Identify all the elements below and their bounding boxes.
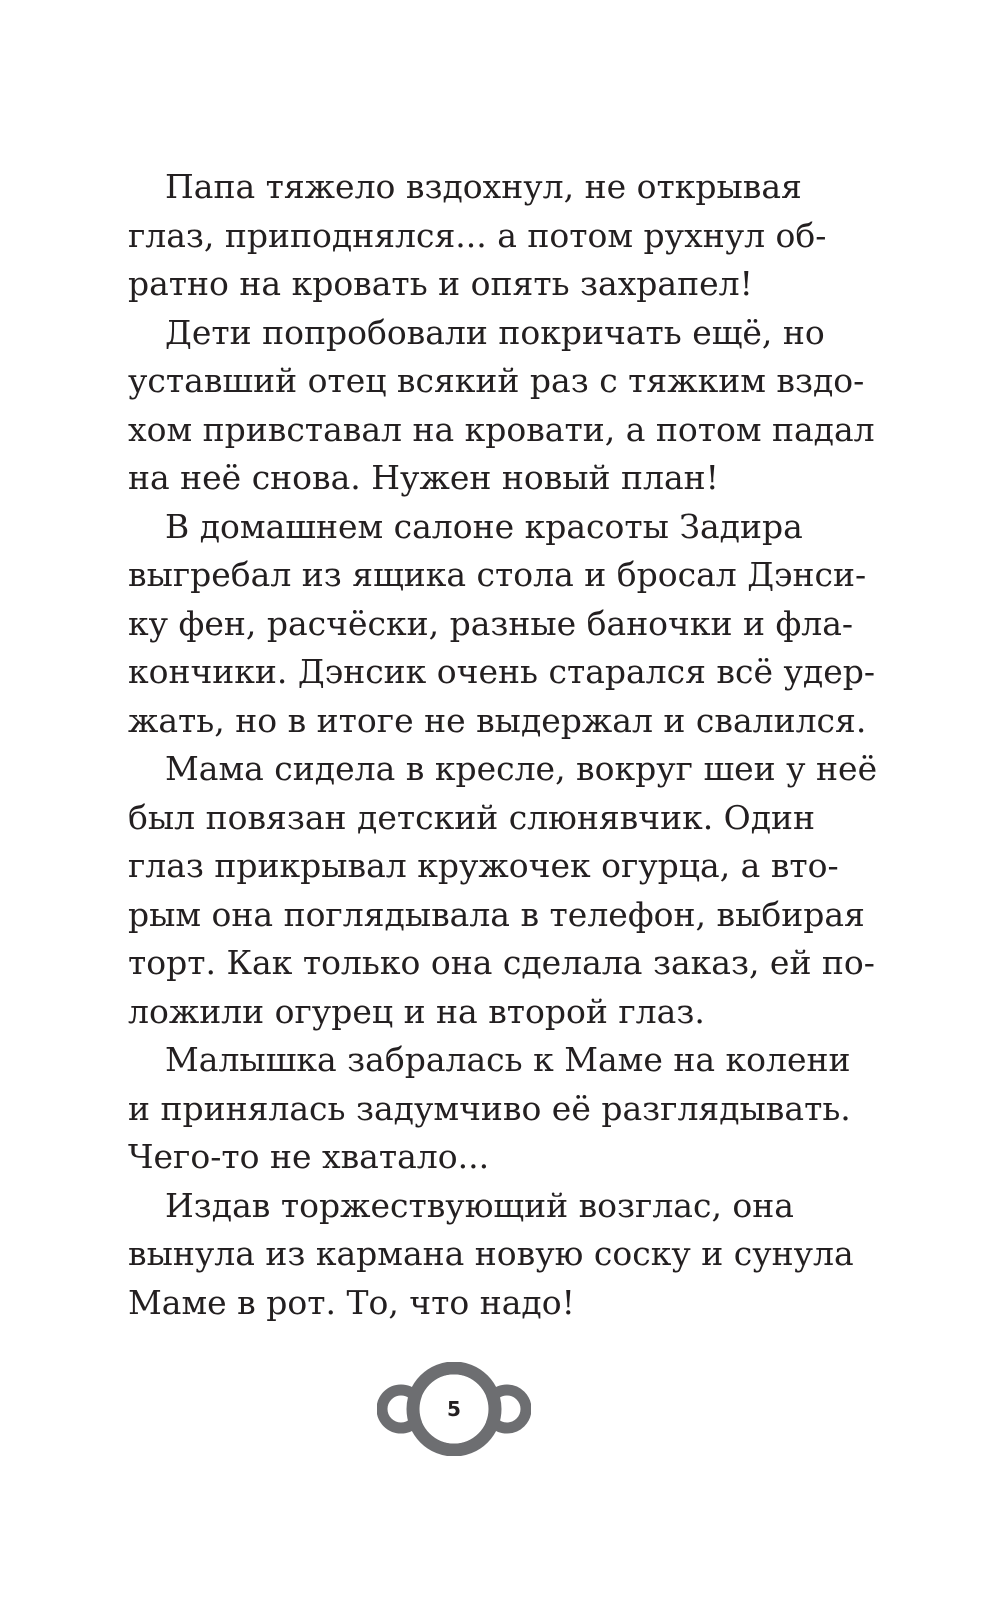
paragraph (128, 1036, 851, 1182)
text-line: Мама сидела в кресле, вокруг шеи у неё (165, 749, 878, 788)
paragraph (128, 745, 878, 1036)
text-line: на неё снова. Нужен новый план! (128, 458, 719, 497)
text-line: был повязан детский слюнявчик. Один (128, 797, 816, 837)
text-line: жать, но в итоге не выдержал и свалился. (128, 700, 867, 740)
text-line: Чего-то не хватало... (128, 1137, 490, 1176)
page-number: 5 (447, 1397, 461, 1421)
text-line: Малышка забралась к Маме на колени (165, 1040, 851, 1079)
text-line: рым она поглядывала в телефон, выбирая (128, 894, 865, 934)
text-line: и принялась задумчиво её разглядывать. (128, 1088, 851, 1128)
paragraph (128, 503, 876, 746)
paragraph (128, 1182, 854, 1328)
text-line: Дети попробовали покричать ещё, но (165, 312, 825, 352)
text-line: В домашнем салоне красоты Задира (165, 506, 803, 546)
text-line: вынула из кармана новую соску и сунула (128, 1234, 854, 1273)
text-line: хом привставал на кровати, а потом падал (128, 409, 875, 449)
text-line: глаз прикрывал кружочек огурца, а вто- (128, 846, 839, 885)
text-line: Издав торжествующий возглас, она (165, 1185, 794, 1225)
page-number-badge (377, 1362, 531, 1456)
text-line: уставший отец всякий раз с тяжким вздо- (128, 361, 865, 400)
paragraph (128, 163, 827, 309)
text-line: кончики. Дэнсик очень старался всё удер- (128, 652, 876, 691)
text-line: выгребал из ящика стола и бросал Дэнси- (128, 555, 867, 594)
body-text (128, 163, 878, 1327)
paragraph (128, 309, 875, 503)
text-line: ку фен, расчёски, разные баночки и фла- (128, 603, 854, 643)
text-line: Маме в рот. То, что надо! (128, 1282, 575, 1322)
text-line: ратно на кровать и опять захрапел! (128, 264, 753, 303)
text-line: торт. Как только она сделала заказ, ей по- (128, 943, 875, 982)
text-line: Папа тяжело вздохнул, не открывая (165, 167, 802, 206)
text-line: ложили огурец и на второй глаз. (128, 991, 705, 1031)
text-line: глаз, приподнялся... а потом рухнул об- (128, 215, 827, 255)
